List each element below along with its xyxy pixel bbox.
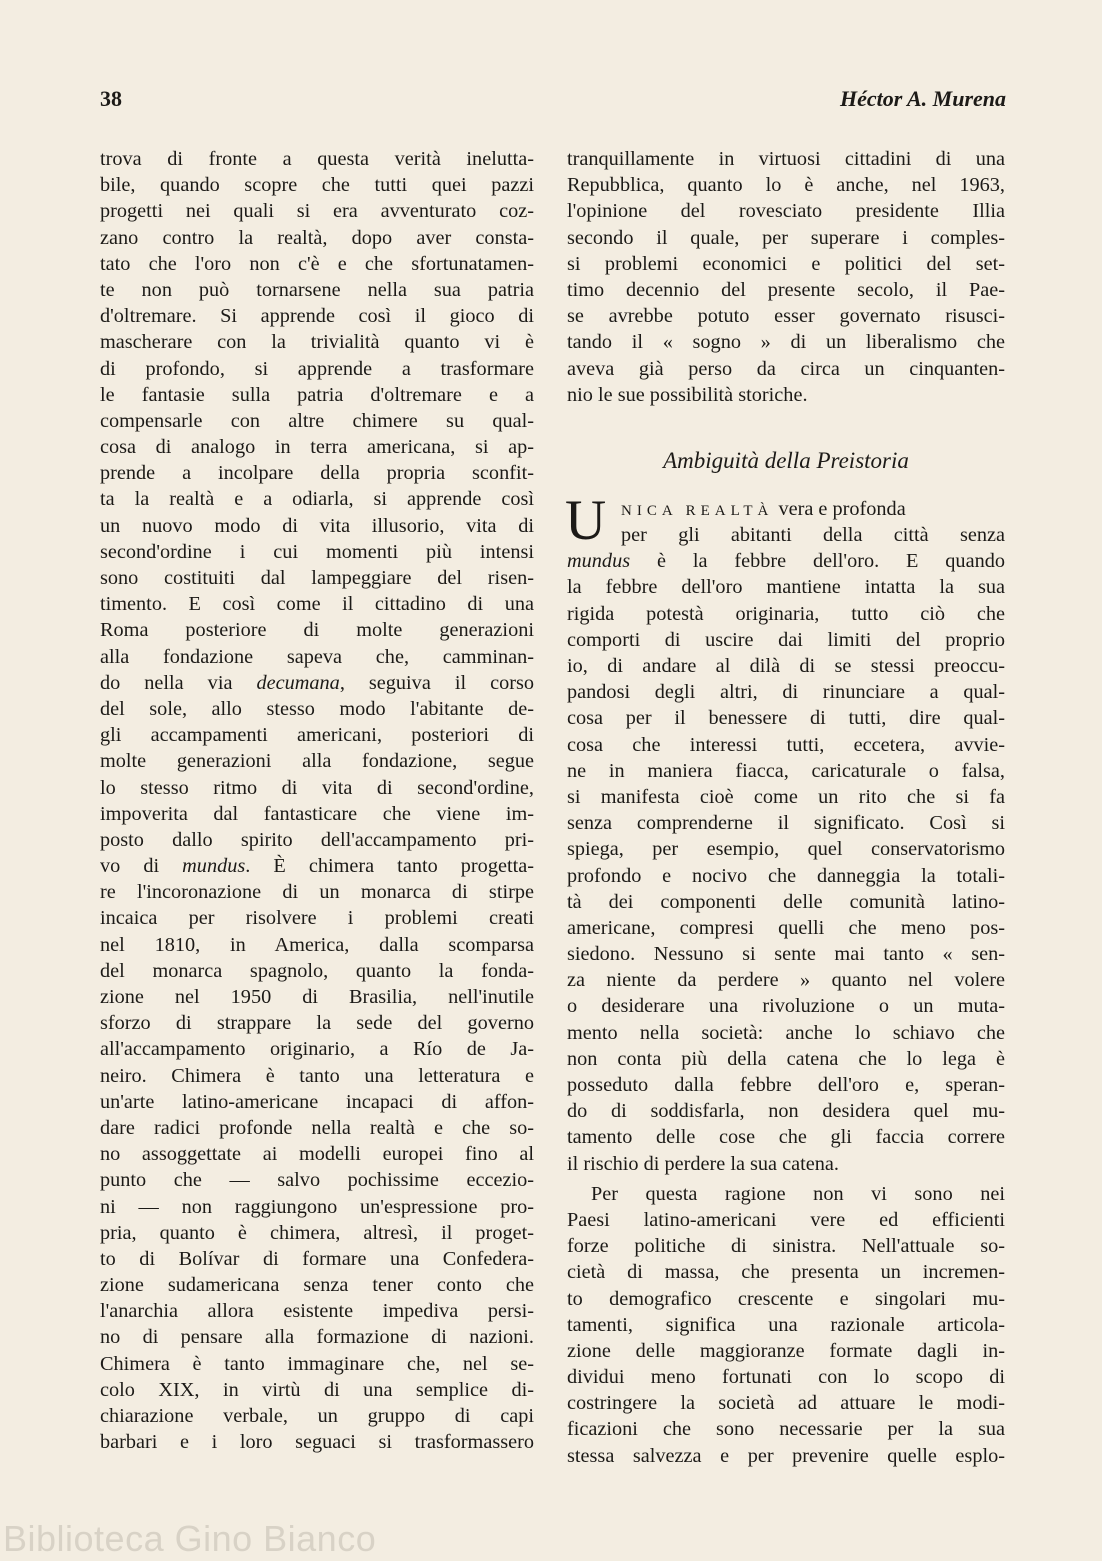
text-line: alla fondazione sapeva che, camminan- xyxy=(100,645,534,668)
text-line: impoverita dal fantasticare che viene im- xyxy=(100,802,534,825)
text-line: nio le sue possibilità storiche. xyxy=(567,383,808,406)
text-line: neiro. Chimera è tanto una letteratura e xyxy=(100,1064,534,1087)
text-line: del sole, allo stesso modo l'abitante de- xyxy=(100,697,534,720)
text-line: forze politiche di sinistra. Nell'attuale so- xyxy=(567,1235,1005,1258)
text-line: lo stesso ritmo di vita di second'ordine, xyxy=(100,776,534,799)
text-line: Roma posteriore di molte generazioni xyxy=(100,619,534,642)
running-head-author: Héctor A. Murena xyxy=(839,86,1006,111)
dropcap-line-2: per gli abitanti della città senza xyxy=(621,524,1005,547)
text-line: nel 1810, in America, dalla scomparsa xyxy=(100,933,534,956)
text-line: un'arte latino-americane incapaci di affon- xyxy=(100,1090,534,1113)
text-line: ta la realtà e a odiarla, si apprende così xyxy=(100,488,534,511)
text-line: aveva già perso da circa un cinquanten- xyxy=(567,357,1005,380)
text-line: to demografico crescente e singolari mu- xyxy=(567,1287,1005,1310)
text-line: si manifesta cioè come un rito che si fa xyxy=(567,785,1005,808)
italic-term: mundus xyxy=(567,550,631,573)
text-line: Paesi latino-americani vere ed efficienti xyxy=(567,1208,1005,1231)
right-column-paragraph-1 xyxy=(567,548,1005,1177)
text-line: zione nel 1950 di Brasilia, nell'inutile xyxy=(100,986,534,1008)
text-line: l'anarchia allora esistente impediva persi- xyxy=(100,1300,534,1323)
text-line: re l'incoronazione di un monarca di stirpe xyxy=(100,881,534,904)
text-line: un nuovo modo di vita illusorio, vita di xyxy=(100,514,534,537)
text-line: za niente da perdere » quanto nel volere xyxy=(567,969,1005,992)
text-line: spiega, per esempio, quel conservatorismo xyxy=(567,838,1005,861)
text-line: si problemi economici e politici del set- xyxy=(567,252,1005,275)
text-line: stessa salvezza e per prevenire quelle esplo- xyxy=(567,1444,1005,1467)
text-line: do nella via decumana, seguiva il corso xyxy=(100,671,535,694)
text-line: te non può tornarsene nella sua patria xyxy=(100,278,534,301)
text-line: o desiderare una rivoluzione o un muta- xyxy=(567,995,1005,1018)
text-line: ni — non raggiungono un'espressione pro- xyxy=(100,1195,534,1218)
text-line: do di soddisfarla, non desidera quel mu- xyxy=(567,1100,1005,1123)
dropcap-smallcaps: NICA REALTÀ xyxy=(621,502,774,519)
text-line: senza comprenderne il significato. Così si xyxy=(567,812,1005,835)
text-line: di profondo, si apprende a trasformare xyxy=(100,357,534,380)
left-column xyxy=(100,146,534,1455)
text-line: americane, compresi quelli che meno pos- xyxy=(567,916,1005,939)
italic-term: decumana xyxy=(256,671,340,694)
page-header xyxy=(100,86,1006,120)
text-line: timo decennio del presente secolo, il Pae- xyxy=(567,278,1005,301)
text-line: ne in maniera fiacca, caricaturale o falsa, xyxy=(567,759,1005,782)
text-line: se avrebbe potuto esser governato risusci- xyxy=(567,305,1005,328)
text-line: cietà di massa, che presenta un incremen- xyxy=(567,1261,1005,1284)
right-column xyxy=(567,146,1005,1469)
text-line: zione sudamericana senza tener conto che xyxy=(100,1274,534,1297)
text-line: pandosi degli altri, di rinunciare a qual- xyxy=(567,681,1005,704)
text-line: del monarca spagnolo, quanto la fonda- xyxy=(100,959,534,982)
text-line: rigida potestà originaria, tutto ciò che xyxy=(567,602,1005,625)
text-line: no assoggettate ai modelli europei fino al xyxy=(100,1143,534,1166)
text-line: Per questa ragione non vi sono nei xyxy=(591,1182,1005,1205)
text-line: molte generazioni alla fondazione, segue xyxy=(100,750,534,773)
text-line: d'oltremare. Si apprende così il gioco di xyxy=(100,305,534,328)
text-line: zione delle maggioranze formate dagli in- xyxy=(567,1339,1005,1362)
dropcap-line-1 xyxy=(567,496,1005,522)
page-number: 38 xyxy=(100,86,122,111)
text-line: mundus è la febbre dell'oro. E quando xyxy=(567,550,1005,573)
text-line: zano contro la realtà, dopo aver consta- xyxy=(100,226,534,249)
text-line: prende a incolpare della propria sconfit- xyxy=(100,462,534,485)
text-line: barbari e i loro seguaci si trasformassero xyxy=(100,1431,534,1454)
text-line: compensarle con altre chimere su qual- xyxy=(100,409,534,432)
right-column-paragraph-2 xyxy=(567,1181,1005,1469)
text-line: tamenti, significa una razionale articola- xyxy=(567,1313,1005,1336)
text-line: all'accampamento originario, a Río de Ja- xyxy=(100,1038,534,1061)
dropcap-line-1-rest: vera e profonda xyxy=(773,497,906,520)
text-line: posseduto dalla febbre dell'oro e, speran- xyxy=(567,1074,1005,1096)
text-line: le fantasie sulla patria d'oltremare e a xyxy=(100,383,534,406)
text-line: punto che — salvo pochissime eccezio- xyxy=(100,1169,534,1192)
text-line: no di pensare alla formazione di nazioni. xyxy=(100,1326,534,1349)
text-line: second'ordine i cui momenti più intensi xyxy=(100,540,534,563)
text-line: to di Bolívar di formare una Confedera- xyxy=(100,1247,534,1270)
text-line: progetti nei quali si era avventurato coz- xyxy=(100,200,534,223)
italic-term: mundus xyxy=(182,855,246,878)
text-line: comporti di uscire dai limiti del proprio xyxy=(567,628,1005,651)
text-line: l'opinione del rovesciato presidente Illia xyxy=(567,200,1005,223)
text-line: mento nella società: anche lo schiavo che xyxy=(567,1021,1005,1044)
text-line: trova di fronte a questa verità inelutta- xyxy=(100,148,534,170)
text-line: tando il « sogno » di un liberalismo che xyxy=(567,331,1005,354)
dropcap-letter: U xyxy=(565,488,607,552)
text-line: gli accampamenti americani, posteriori di xyxy=(100,724,534,747)
text-line: bile, quando scopre che tutti quei pazzi xyxy=(100,174,534,197)
text-line: sforzo di strappare la sede del governo xyxy=(100,1012,534,1035)
text-line: secondo il quale, per superare i comples- xyxy=(567,226,1005,249)
text-line: io, di andare al dilà di se stessi preoccu- xyxy=(567,655,1005,677)
text-line: cosa che interessi tutti, eccetera, avvie- xyxy=(567,733,1005,756)
text-line: il rischio di perdere la sua catena. xyxy=(567,1152,839,1175)
text-line: posto dallo spirito dell'accampamento pri- xyxy=(100,828,534,851)
text-line: cosa per il benessere di tutti, dire qual- xyxy=(567,707,1005,730)
text-line: incaica per risolvere i problemi creati xyxy=(100,907,534,930)
text-line: dare radici profonde nella realtà e che so- xyxy=(100,1116,534,1139)
text-line: Chimera è tanto immaginare che, nel se- xyxy=(100,1352,534,1375)
section-title: Ambiguità della Preistoria xyxy=(663,447,909,473)
text-line: sono costituiti dal lampeggiare del risen- xyxy=(100,567,534,589)
text-line: cosa di analogo in terra americana, si ap- xyxy=(100,436,534,459)
text-line: non conta più della catena che lo lega è xyxy=(567,1047,1005,1070)
text-line: dividui meno fortunati con lo scopo di xyxy=(567,1366,1005,1389)
text-line: tato che l'oro non c'è e che sfortunatamen- xyxy=(100,252,534,275)
dropcap-paragraph-start xyxy=(565,488,1005,552)
text-line: costringere la società ad attuare le modi- xyxy=(567,1392,1005,1415)
text-line: profondo e nocivo che danneggia la totali- xyxy=(567,864,1005,887)
text-line: la febbre dell'oro mantiene intatta la sua xyxy=(567,576,1005,599)
text-line: chiarazione verbale, un gruppo di capi xyxy=(100,1405,534,1427)
text-line: ficazioni che sono necessarie per la sua xyxy=(567,1418,1005,1441)
text-line: tranquillamente in virtuosi cittadini di una xyxy=(567,148,1005,170)
library-watermark: Biblioteca Gino Bianco xyxy=(3,1518,377,1559)
right-column-top-paragraph xyxy=(567,146,1005,408)
text-line: siedono. Nessuno si sente mai tanto « sen- xyxy=(567,943,1005,966)
text-line: Repubblica, quanto lo è anche, nel 1963, xyxy=(567,174,1005,197)
text-line: mascherare con la trivialità quanto vi è xyxy=(100,331,534,354)
text-line: pria, quanto è chimera, altresì, il proget- xyxy=(100,1221,534,1244)
text-line: tà dei componenti delle comunità latino- xyxy=(567,890,1005,913)
text-line: tamento delle cose che gli faccia correre xyxy=(567,1126,1005,1149)
text-line: timento. E così come il cittadino di una xyxy=(100,593,534,616)
text-line: vo di mundus. È chimera tanto progetta- xyxy=(100,855,534,878)
text-line: colo XIX, in virtù di una semplice di- xyxy=(100,1378,534,1401)
